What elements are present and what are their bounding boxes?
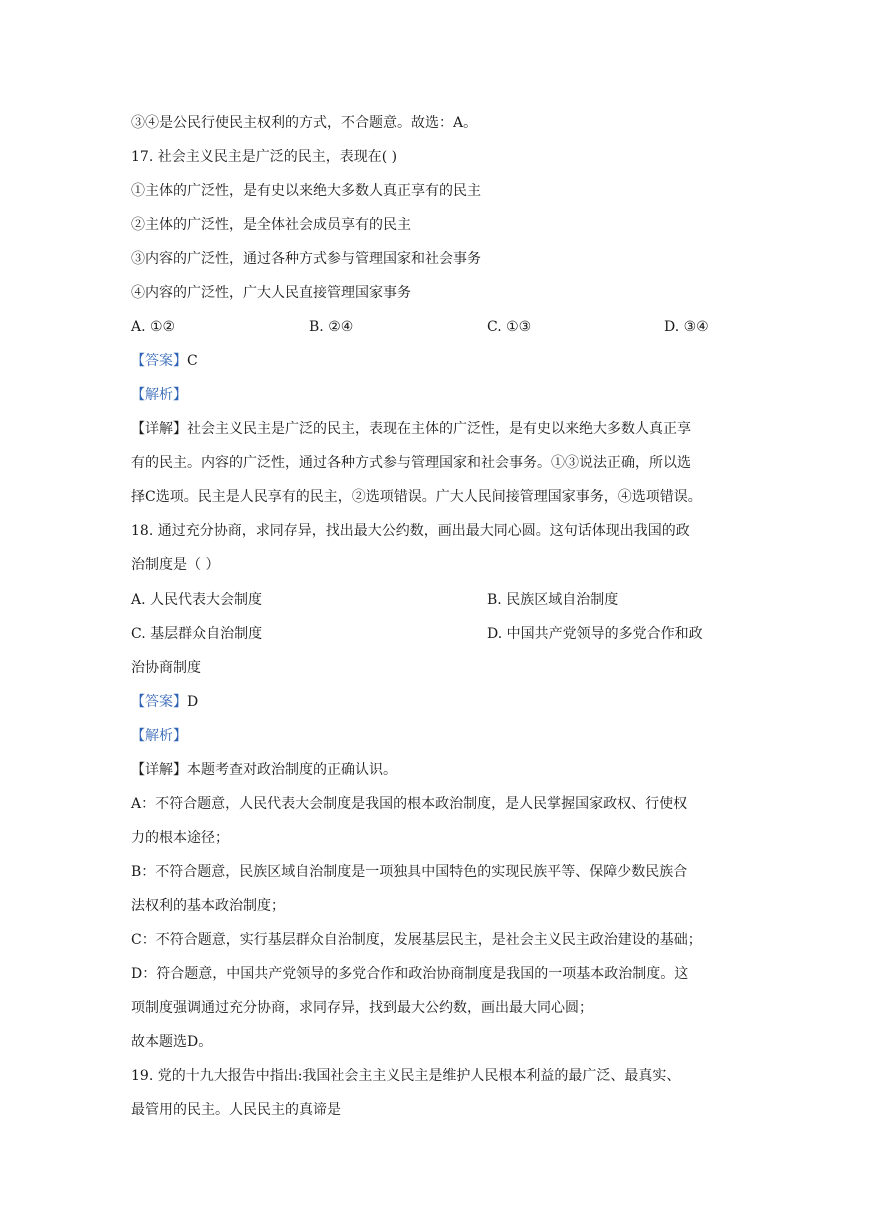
analysis-a-cont: 力的根本途径； (131, 830, 229, 846)
detail-line: 【详解】本题考查对政治制度的正确认识。 (131, 762, 397, 778)
detail-line: 有的民主。内容的广泛性，通过各种方式参与管理国家和社会事务。①③说法正确，所以选 (131, 455, 691, 471)
answer-value: D (187, 694, 199, 710)
analysis-a: A：不符合题意，人民代表大会制度是我国的根本政治制度，是人民掌握国家政权、行使权 (131, 796, 688, 812)
statement-2: ②主体的广泛性，是全体社会成员享有的民主 (131, 217, 411, 233)
option-d: D. 中国共产党领导的多党合作和政 (487, 626, 703, 642)
analysis-b: B：不符合题意，民族区域自治制度是一项独具中国特色的实现民族平等、保障少数民族合 (131, 864, 688, 880)
option-a: A. 人民代表大会制度 (131, 592, 263, 608)
question-17-stem: 17. 社会主义民主是广泛的民主，表现在( ) (131, 149, 398, 165)
analysis-c: C：不符合题意，实行基层群众自治制度，发展基层民主，是社会主义民主政治建设的基础； (131, 932, 702, 948)
option-b: B. 民族区域自治制度 (487, 592, 619, 608)
paragraph: ③④是公民行使民主权利的方式，不合题意。故选：A。 (131, 115, 478, 131)
answer-value: C (187, 353, 198, 369)
option-c: C. 基层群众自治制度 (131, 626, 263, 642)
question-18-stem: 18. 通过充分协商，求同存异，找出最大公约数，画出最大同心圆。这句话体现出我国的政 (131, 523, 690, 539)
option-d: D. ③④ (664, 319, 709, 335)
question-19-stem-cont: 最管用的民主。人民民主的真谛是 (131, 1102, 341, 1118)
statement-1: ①主体的广泛性，是有史以来绝大多数人真正享有的民主 (131, 183, 481, 199)
option-b: B. ②④ (309, 319, 354, 335)
detail-line: 【详解】社会主义民主是广泛的民主，表现在主体的广泛性，是有史以来绝大多数人真正享 (131, 421, 691, 437)
option-c: C. ①③ (487, 319, 532, 335)
option-a: A. ①② (131, 319, 176, 335)
analysis-d-cont: 项制度强调通过充分协商，求同存异，找到最大公约数，画出最大同心圆； (131, 1000, 593, 1016)
answer-line (131, 351, 751, 371)
analysis-d: D：符合题意，中国共产党领导的多党合作和政治协商制度是我国的一项基本政治制度。这 (131, 966, 689, 982)
answer-label: 【答案】 (131, 694, 187, 710)
statement-3: ③内容的广泛性，通过各种方式参与管理国家和社会事务 (131, 251, 481, 267)
option-d-cont: 治协商制度 (131, 660, 201, 676)
statement-4: ④内容的广泛性，广大人民直接管理国家事务 (131, 285, 411, 301)
answer-line (131, 692, 751, 712)
analysis-label: 【解析】 (131, 728, 187, 744)
analysis-b-cont: 法权利的基本政治制度； (131, 898, 285, 914)
question-19-stem: 19. 党的十九大报告中指出:我国社会主主义民主是维护人民根本利益的最广泛、最真实、 (131, 1068, 681, 1084)
analysis-label: 【解析】 (131, 387, 187, 403)
detail-line: 择C选项。民主是人民享有的民主，②选项错误。广大人民间接管理国家事务，④选项错误。 (131, 489, 702, 505)
question-18-stem-cont: 治制度是（ ） (131, 557, 220, 573)
conclusion: 故本题选D。 (131, 1034, 213, 1050)
answer-label: 【答案】 (131, 353, 187, 369)
